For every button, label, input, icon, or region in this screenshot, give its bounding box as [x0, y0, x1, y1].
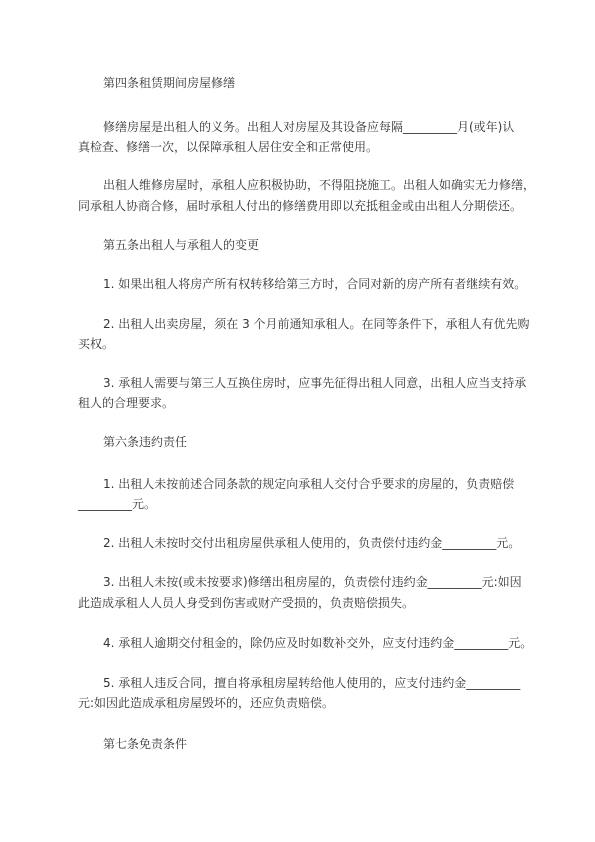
article-4-paragraph-1-line-2: 真检查、修缮一次，以保障承租人居住安全和正常使用。 [78, 140, 379, 154]
article-6-item-1-line-1: 1. 出租人未按前述合同条款的规定向承租人交付合乎要求的房屋的，负责赔偿 [103, 477, 515, 491]
article-6-item-3-line-1: 3. 出租人未按(或未按要求)修缮出租房屋的，负责偿付违约金_________元:如因 [103, 575, 522, 589]
article-5-item-2-line-1: 2. 出租人出卖房屋，须在 3 个月前通知承租人。在同等条件下，承租人有优先购 [103, 317, 530, 331]
article-6-item-5-line-1: 5. 承租人违反合同，擅自将承租房屋转给他人使用的，应支付违约金_________ [103, 676, 521, 690]
article-4-heading: 第四条租赁期间房屋修缮 [103, 76, 236, 90]
article-4-paragraph-2-line-2: 同承租人协商合修，届时承租人付出的修缮费用即以充抵租金或由出租人分期偿还。 [78, 199, 523, 213]
article-6-item-2: 2. 出租人未按时交付出租房屋供承租人使用的，负责偿付违约金_________元。 [103, 536, 521, 550]
article-4-paragraph-1-line-1: 修缮房屋是出租人的义务。出租人对房屋及其设备应每隔_________月(或年)认 [103, 120, 515, 134]
article-5-item-2-line-2: 买权。 [78, 337, 115, 351]
article-4-paragraph-2-line-1: 出租人维修房屋时，承租人应积极协助，不得阻挠施工。出租人如确实无力修缮， [103, 178, 536, 192]
article-6-item-5-line-2: 元:如因此造成承租房屋毁坏的，还应负责赔偿。 [78, 696, 335, 710]
article-5-item-3-line-1: 3. 承租人需要与第三人互换住房时，应事先征得出租人同意，出租人应当支持承 [103, 376, 527, 390]
article-5-item-3-line-2: 租人的合理要求。 [78, 396, 175, 410]
article-6-heading: 第六条违约责任 [103, 435, 188, 449]
article-7-heading: 第七条免责条件 [103, 737, 188, 751]
article-6-item-4: 4. 承租人逾期交付租金的，除仍应及时如数补交外，应支付违约金_________元。 [103, 636, 533, 650]
article-5-heading: 第五条出租人与承租人的变更 [103, 238, 260, 252]
article-6-item-1-line-2: _________元。 [78, 497, 157, 511]
article-6-item-3-line-2: 此造成承租人人员人身受到伤害或财产受损的，负责赔偿损失。 [78, 596, 415, 610]
article-5-item-1: 1. 如果出租人将房产所有权转移给第三方时，合同对新的房产所有者继续有效。 [103, 277, 527, 291]
